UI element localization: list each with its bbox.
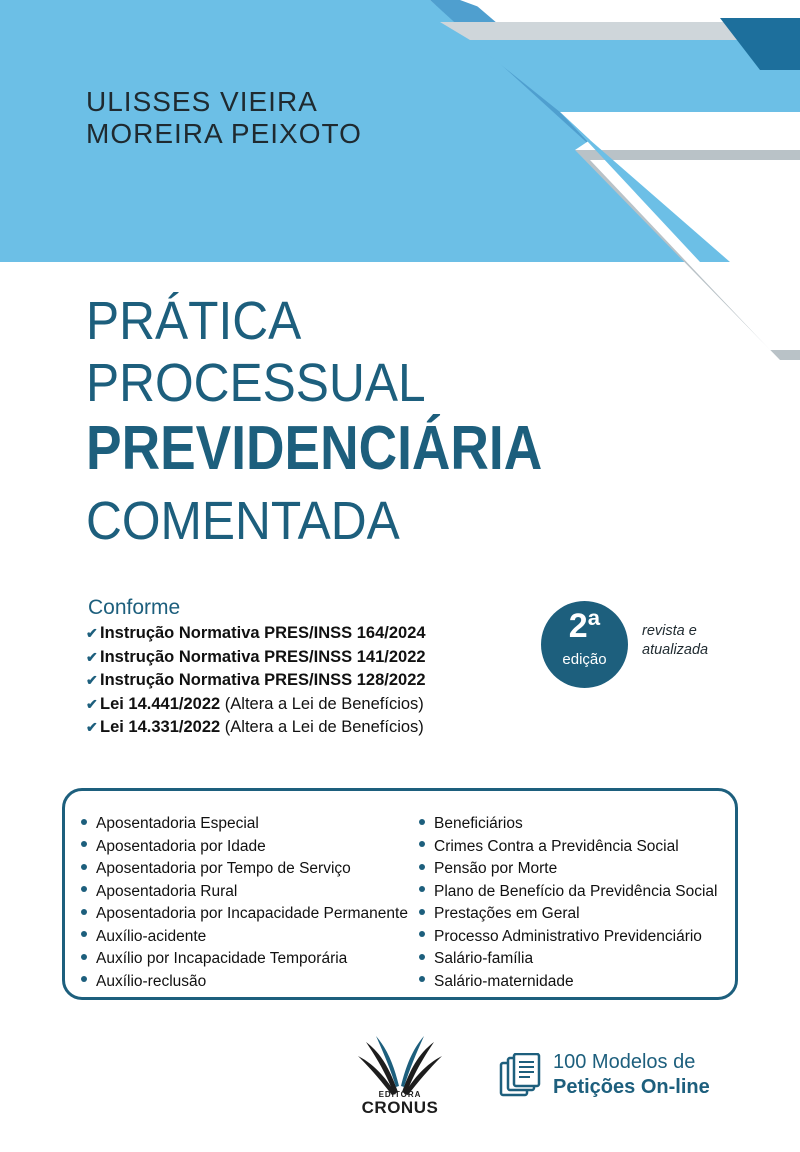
topic-label: Beneficiários: [434, 815, 523, 832]
bullet-icon: [81, 886, 87, 892]
publisher-small: EDITORA: [378, 1090, 422, 1099]
edition-word: edição: [562, 651, 607, 668]
law-title: Instrução Normativa PRES/INSS 128/2022: [100, 671, 426, 689]
topic-item: [419, 813, 718, 836]
publisher-logo-text: [352, 1090, 448, 1118]
topic-item: [419, 881, 718, 904]
bullet-icon: [419, 909, 425, 915]
topic-label: Prestações em Geral: [434, 905, 580, 922]
check-icon: ✔: [86, 719, 98, 735]
topics-box: [62, 788, 738, 1000]
bullet-icon: [81, 976, 87, 982]
topic-label: Crimes Contra a Previdência Social: [434, 837, 679, 855]
topics-left-column: [81, 813, 408, 993]
law-title: Lei 14.331/2022: [100, 718, 221, 736]
title-line1: PRÁTICA: [86, 291, 302, 351]
topic-item: [419, 948, 718, 971]
topic-item: [81, 926, 408, 949]
law-item: [86, 669, 426, 693]
law-item: [86, 693, 426, 717]
topic-label: Plano de Benefício da Previdência Social: [434, 882, 718, 900]
edition-note-line2: atualizada: [642, 642, 709, 658]
publisher-name: CRONUS: [361, 1098, 439, 1117]
law-title: Lei 14.441/2022: [100, 694, 221, 713]
law-title: Instrução Normativa PRES/INSS 164/2024: [100, 624, 426, 642]
topic-item: [419, 903, 718, 926]
topic-item: [81, 836, 408, 859]
topic-label: Aposentadoria Rural: [96, 882, 238, 900]
author-name-line2: MOREIRA PEIXOTO: [86, 118, 362, 149]
bullet-icon: [419, 864, 425, 870]
check-icon: ✔: [86, 672, 98, 688]
title-line2: PROCESSUAL: [86, 353, 426, 413]
law-item: [86, 622, 426, 646]
topic-label: Aposentadoria por Tempo de Serviço: [96, 860, 351, 877]
law-list: [86, 622, 426, 740]
topic-label: Auxílio por Incapacidade Temporária: [96, 950, 348, 967]
title-line3: PREVIDENCIÁRIA: [86, 414, 543, 483]
models-line1: 100 Modelos de: [553, 1051, 696, 1073]
topic-item: [81, 948, 408, 971]
topic-label: Salário-família: [434, 950, 534, 967]
topic-label: Processo Administrativo Previdenciário: [434, 927, 702, 945]
topic-item: [419, 926, 718, 949]
bullet-icon: [81, 909, 87, 915]
law-item: [86, 646, 426, 670]
bullet-icon: [419, 886, 425, 892]
topic-item: [419, 836, 718, 859]
documents-icon: [499, 1053, 541, 1099]
topic-item: [81, 903, 408, 926]
topic-item: [81, 858, 408, 881]
edition-note: [642, 622, 732, 660]
law-item: [86, 716, 426, 740]
topic-label: Auxílio-acidente: [96, 927, 207, 945]
law-title: Instrução Normativa PRES/INSS 141/2022: [100, 647, 426, 666]
topic-item: [419, 858, 718, 881]
bullet-icon: [419, 841, 425, 847]
bullet-icon: [81, 954, 87, 960]
title-line4: COMENTADA: [86, 491, 400, 551]
models-line2: Petições On-line: [553, 1076, 710, 1098]
topic-item: [81, 881, 408, 904]
edition-number: 2ª: [568, 607, 601, 645]
topic-item: [81, 971, 408, 994]
topic-item: [81, 813, 408, 836]
author-name-line1: ULISSES VIEIRA: [86, 86, 318, 117]
topic-label: Aposentadoria Especial: [96, 815, 259, 832]
topic-label: Auxílio-reclusão: [96, 972, 207, 990]
bullet-icon: [419, 931, 425, 937]
white-gap: [575, 140, 800, 150]
bullet-icon: [81, 931, 87, 937]
law-note: (Altera a Lei de Benefícios): [220, 694, 424, 713]
bullet-icon: [419, 954, 425, 960]
bullet-icon: [419, 976, 425, 982]
edition-note-line1: revista e: [642, 623, 697, 639]
bullet-icon: [81, 864, 87, 870]
law-note: (Altera a Lei de Benefícios): [220, 718, 424, 736]
edition-badge: [541, 601, 628, 688]
bullet-icon: [81, 841, 87, 847]
topic-label: Aposentadoria por Incapacidade Permanente: [96, 905, 408, 922]
bullet-icon: [419, 819, 425, 825]
white-diagonal: [560, 112, 800, 140]
check-icon: ✔: [86, 625, 98, 641]
topic-label: Pensão por Morte: [434, 860, 558, 877]
bullet-icon: [81, 819, 87, 825]
check-icon: ✔: [86, 648, 98, 665]
check-icon: ✔: [86, 695, 98, 712]
topics-right-column: [419, 813, 718, 993]
topic-label: Salário-maternidade: [434, 972, 574, 990]
topic-label: Aposentadoria por Idade: [96, 837, 266, 855]
topic-item: [419, 971, 718, 994]
conforme-label: Conforme: [88, 596, 181, 619]
